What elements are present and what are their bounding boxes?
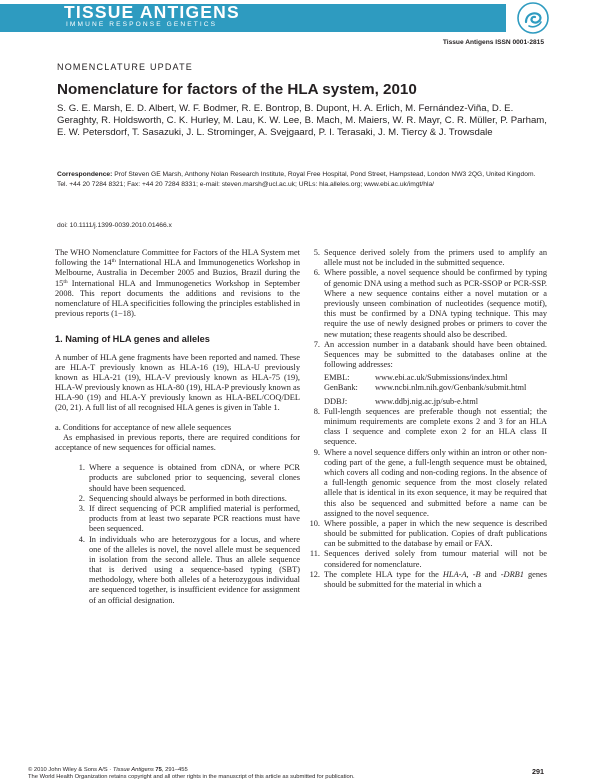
list-item: 12. The complete HLA type for the HLA-A, -B and -DRB1 genes should be submitted for the material in which a [309, 569, 547, 589]
list-item: 1. Where a sequence is obtained from cDNA, or where PCR products are subcloned prior to sequencing, several clones should have been sequenced. [78, 463, 300, 493]
list-item: 4. In individuals who are heterozygous for a locus, and where one of the alleles is novel, the novel allele must be sequenced in isolation from the second allele. Thus an allele sequence that is derived using a sequence-based typing (SBT) methodology, where both alleles of a heterozygous individual are sequenced together, is insufficient evidence for assignment of an official designation. [78, 534, 300, 605]
conditions-list-right [302, 248, 547, 590]
list-item: 8. Full-length sequences are preferable though not essential; the minimum requirements are complete exons 2 and 3 for an HLA class I sequence and complete exon 2 for an HLA class II sequence. [313, 406, 547, 447]
list-item: 2. Sequencing should always be performed in both directions. [78, 493, 287, 503]
journal-name: TISSUE ANTIGENS [64, 2, 240, 22]
list-item: 9. Where a novel sequence differs only within an intron or other non-coding part of the gene, a full-length sequence must be obtained, which covers all coding and non-coding regions. In the absence of a full-length genomic sequence from the most closely related allele that is identical in its exon sequence, it may be required that this also be sequenced and submitted before a name can be assigned to the novel sequence. [313, 447, 547, 518]
list-item: 6. Where possible, a novel sequence should be confirmed by typing of genomic DNA using a method such as PCR-SSOP or PCR-SSP. Where a new sequence contains either a novel mutation or a previously unseen combination of nucleotides (sequence motif), this must be confirmed by a DNA typing technique. This may require the use of newly designed probes or primers to cover the new mutation; these reagents should also be described. [313, 268, 547, 339]
database-row: DDBJ: www.ddbj.nig.ac.jp/sub-e.html [324, 396, 479, 406]
subheading-conditions: a. Conditions for acceptance of new allele sequences [55, 422, 232, 432]
intro-paragraph: The WHO Nomenclature Committee for Factors of the HLA System met following the 14th International HLA and Immunogenetics Workshop in Melbourne, Australia in December 2005 and Buzios, Brazil during the 15th International HLA and Immunogenetics Workshop in September 2008. This report documents the additions and revisions to the nomenclature of HLA specificities following the principles established in previous reports (1−18). [55, 248, 301, 319]
correspondence-label: Correspondence: [57, 171, 113, 178]
paragraph-conditions: As emphasised in previous reports, there are required conditions for acceptance of new sequences for official names. [55, 432, 300, 452]
left-column [55, 248, 300, 606]
swirl-logo-icon [517, 2, 549, 34]
author-list: S. G. E. Marsh, E. D. Albert, W. F. Bodmer, R. E. Bontrop, B. Dupont, H. A. Erlich, M. Fernández-Viña, D. E. Geraghty, R. Holdsworth, C. K. Hurley, M. Lau, K. W. Lee, B. Mach, M. Maiers, W. R. Mayr, C. R. Müller, P. Parham, E. W. Petersdorf, T. Sasazuki, J. L. Strominger, A. Svejgaard, P. I. Terasaki, J. M. Tiercy & J. Trowsdale [57, 103, 547, 139]
journal-banner [0, 0, 595, 34]
correspondence [57, 170, 547, 191]
list-item: 5. Sequence derived solely from the primers used to amplify an allele must not be included in the submitted sequence. [313, 248, 547, 268]
correspondence-text: Prof Steven GE Marsh, Anthony Nolan Research Institute, Royal Free Hospital, Pond Street, Hampstead, London NW3 2QG, United Kingdom. Tel. +44 20 7284 8321; Fax: +44 20 7284 8331; e-mail: steven.marsh@ucl.ac.uk; URLs: hla.alleles.org; www.ebi.ac.uk/imgt/hla/ [57, 171, 536, 189]
rights-line: The World Health Organization retains copyright and all other rights in the manuscript of this article as submitted for publication. [28, 774, 355, 781]
database-row: GenBank: www.ncbi.nlm.nih.gov/Genbank/submit.html [324, 383, 527, 393]
database-list [324, 373, 547, 407]
list-item: 11. Sequences derived solely from tumour material will not be considered for nomenclature. [309, 549, 547, 569]
journal-subtitle: IMMUNE RESPONSE GENETICS [66, 21, 218, 28]
conditions-list-left [55, 463, 300, 606]
page-footer [28, 767, 355, 782]
list-item: 3. If direct sequencing of PCR amplified material is performed, products from at least two separate PCR reactions must have been sequenced. [78, 503, 300, 534]
copyright-line: © 2010 John Wiley & Sons A/S · Tissue Antigens 75, 291–455 [28, 767, 188, 773]
database-url: www.ddbj.nig.ac.jp/sub-e.html [375, 396, 479, 406]
doi: doi: 10.1111/j.1399-0039.2010.01466.x [57, 222, 172, 229]
section-label: NOMENCLATURE UPDATE [57, 62, 193, 72]
section-heading: 1. Naming of HLA genes and alleles [55, 334, 210, 345]
issn: Tissue Antigens ISSN 0001-2815 [442, 39, 544, 46]
right-column [302, 248, 547, 590]
paragraph-gene-fragments: A number of HLA gene fragments have been reported and named. These are HLA-T previously known as HLA-16 (19), HLA-U previously known as HLA-21 (19), HLA-V previously known as HLA-75 (19), HLA-W previously known as HLA-80 (19), HLA-P previously known as HLA-90 (19) and HLA-Y previously known as HLA-BEL/COQ/DEL (20, 21). A full list of all recognised HLA genes is given in Table 1. [55, 352, 300, 413]
database-url: www.ebi.ac.uk/Submissions/index.html [375, 373, 508, 383]
list-item: 7. An accession number in a databank should have been obtained. Sequences may be submitted to the databases online at the following addresses: EMBL: www.ebi.ac.uk/Submissions/index.html GenBank: www.ncbi.nlm.nih.gov/Genbank/submit.html DDBJ: www.ddbj.nig.ac.jp/sub-e.html [313, 339, 547, 406]
article-title: Nomenclature for factors of the HLA system, 2010 [57, 81, 417, 98]
database-url: www.ncbi.nlm.nih.gov/Genbank/submit.html [375, 383, 527, 393]
list-item: 10. Where possible, a paper in which the new sequence is described should be submitted for publication. Copies of draft publications can be submitted to the database by email or FAX. [309, 518, 547, 549]
database-row: EMBL: www.ebi.ac.uk/Submissions/index.html [324, 373, 508, 383]
page-number: 291 [532, 767, 544, 776]
